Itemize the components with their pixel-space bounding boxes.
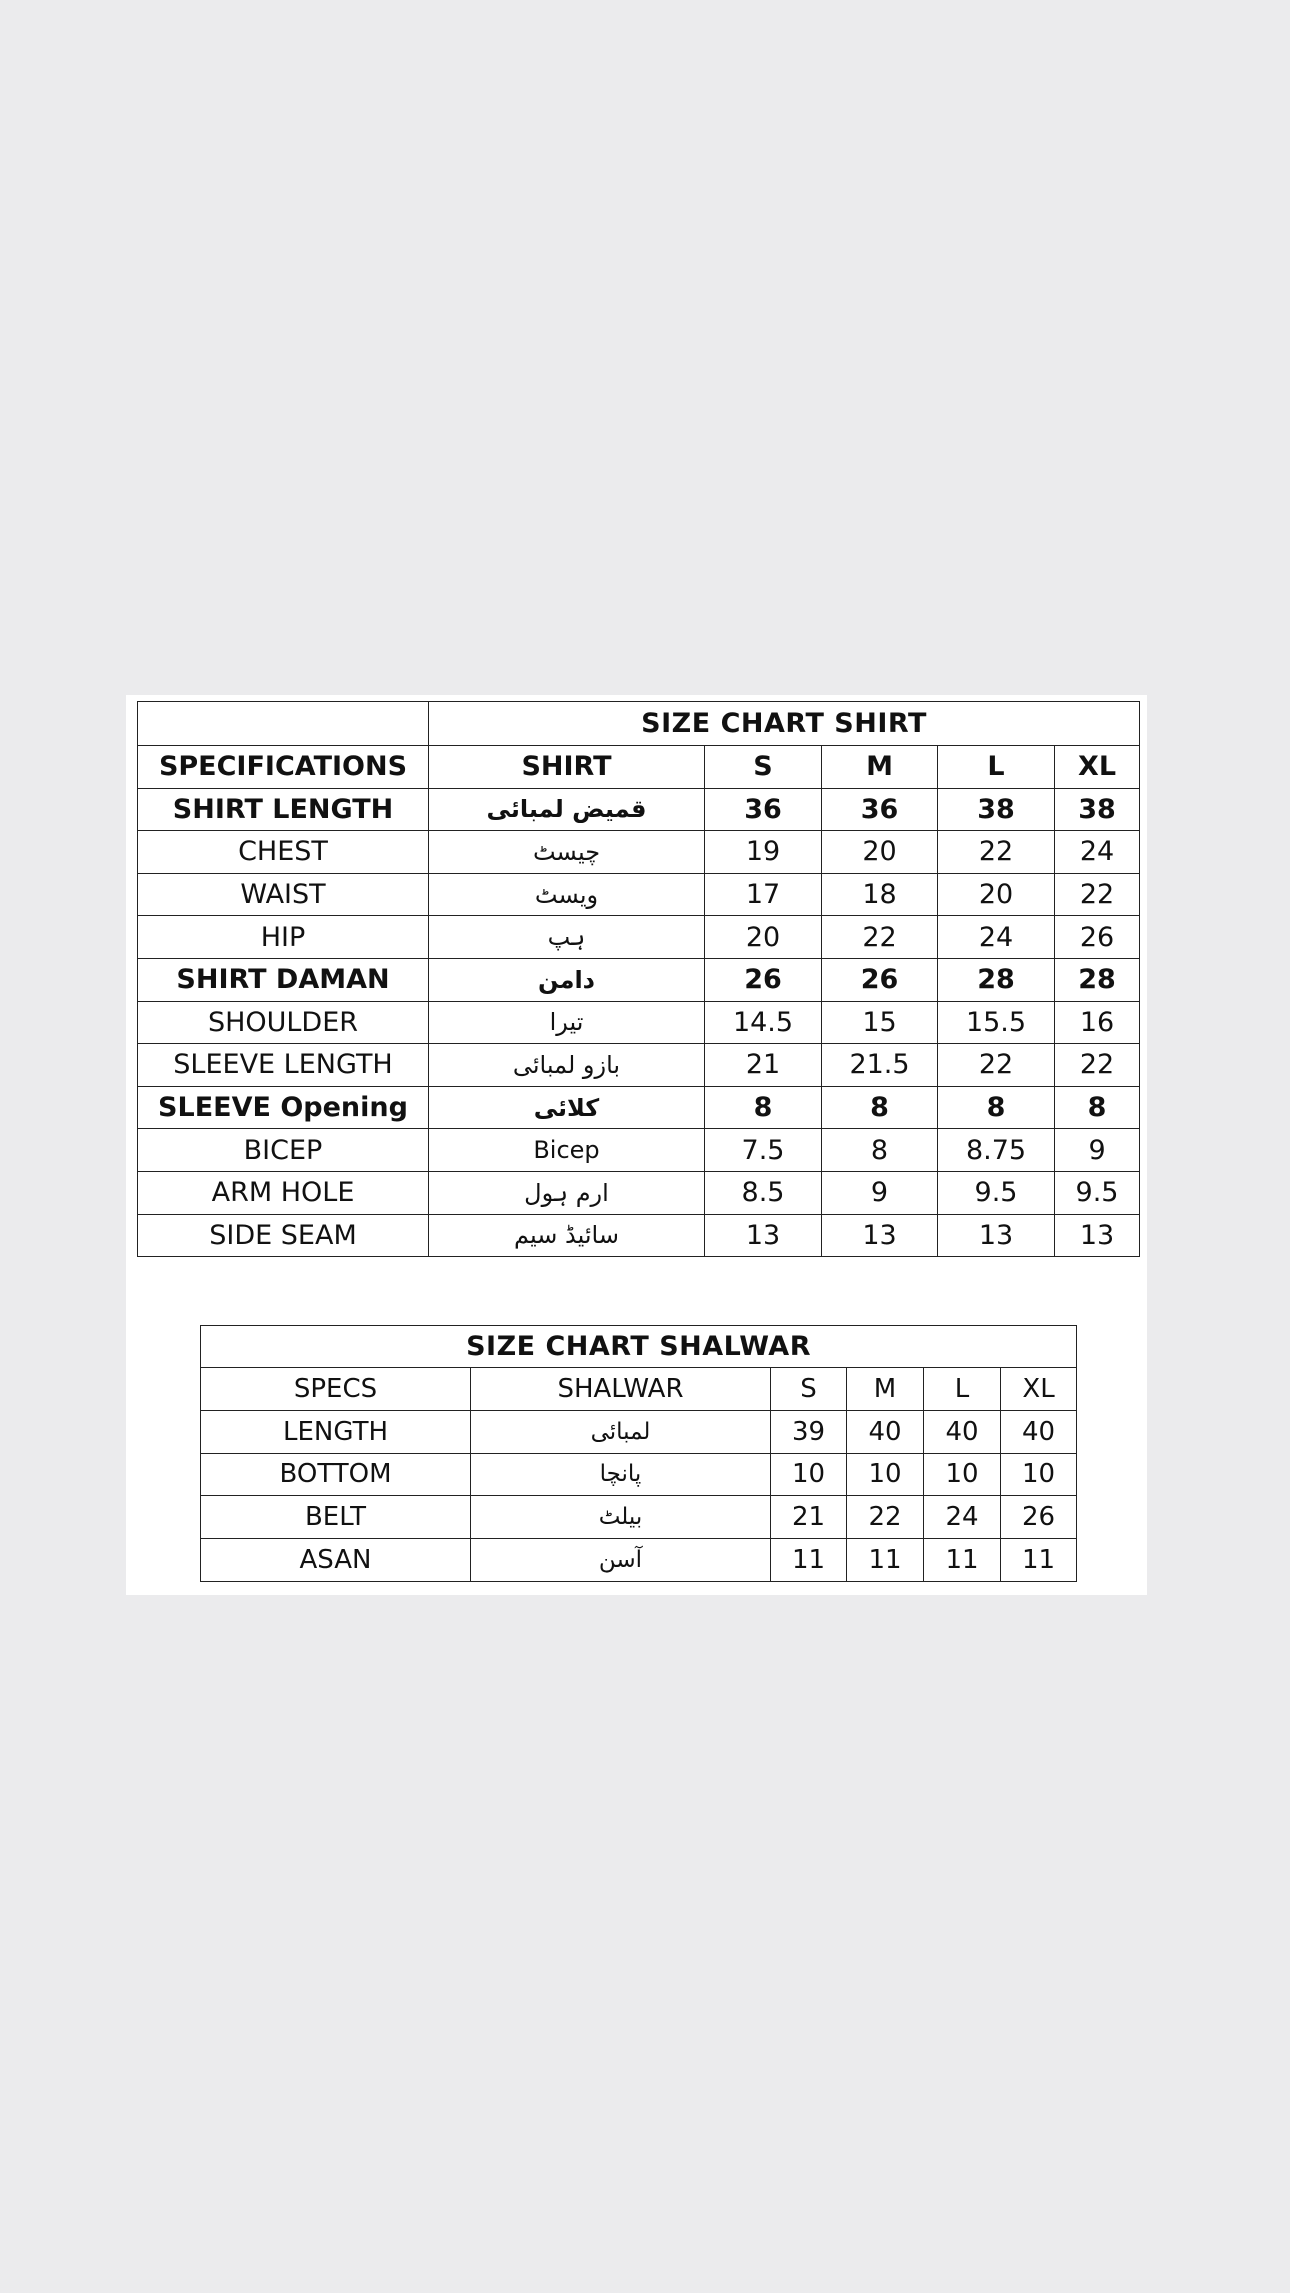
size-s-cell: 19 (705, 831, 822, 874)
urdu-cell: دامن (429, 958, 705, 1001)
size-xl-cell: 11 (1001, 1539, 1077, 1582)
spec-cell: CHEST (138, 831, 429, 874)
size-m-cell: 11 (847, 1539, 924, 1582)
size-m-cell: 8 (822, 1129, 938, 1172)
size-l-cell: 9.5 (938, 1171, 1055, 1214)
size-m-cell: 18 (822, 873, 938, 916)
size-chart-sheet (126, 695, 1147, 1595)
shirt-title-row (138, 702, 1140, 746)
shirt-header-row (138, 746, 1140, 789)
shalwar-header-row (201, 1368, 1077, 1411)
table-row (138, 788, 1140, 831)
size-xl-cell: 9 (1055, 1129, 1140, 1172)
size-xl-cell: 38 (1055, 788, 1140, 831)
header-cell: SHALWAR (471, 1368, 771, 1411)
header-cell: SPECS (201, 1368, 471, 1411)
spec-cell: BOTTOM (201, 1453, 471, 1496)
size-xl-cell: 26 (1055, 916, 1140, 959)
spec-cell: BICEP (138, 1129, 429, 1172)
size-s-cell: 8.5 (705, 1171, 822, 1214)
urdu-cell: لمبائی (471, 1410, 771, 1453)
spec-cell: HIP (138, 916, 429, 959)
size-s-cell: 21 (771, 1496, 847, 1539)
size-l-cell: 24 (924, 1496, 1001, 1539)
size-l-cell: 28 (938, 958, 1055, 1001)
shalwar-size-table (200, 1325, 1077, 1582)
urdu-cell: قمیض لمبائی (429, 788, 705, 831)
size-xl-cell: 28 (1055, 958, 1140, 1001)
size-s-cell: 17 (705, 873, 822, 916)
urdu-cell: ویسٹ (429, 873, 705, 916)
table-row (201, 1539, 1077, 1582)
header-cell: S (705, 746, 822, 789)
spec-cell: SIDE SEAM (138, 1214, 429, 1257)
table-row (138, 1171, 1140, 1214)
spec-cell: WAIST (138, 873, 429, 916)
size-xl-cell: 40 (1001, 1410, 1077, 1453)
size-m-cell: 36 (822, 788, 938, 831)
urdu-cell: ہپ (429, 916, 705, 959)
size-xl-cell: 9.5 (1055, 1171, 1140, 1214)
header-cell: XL (1055, 746, 1140, 789)
size-s-cell: 13 (705, 1214, 822, 1257)
table-row (138, 1044, 1140, 1087)
size-m-cell: 20 (822, 831, 938, 874)
urdu-cell: Bicep (429, 1129, 705, 1172)
table-row (201, 1496, 1077, 1539)
size-xl-cell: 8 (1055, 1086, 1140, 1129)
table-row (138, 1086, 1140, 1129)
size-l-cell: 24 (938, 916, 1055, 959)
header-cell: L (924, 1368, 1001, 1411)
spec-cell: LENGTH (201, 1410, 471, 1453)
table-row (138, 958, 1140, 1001)
urdu-cell: کلائی (429, 1086, 705, 1129)
urdu-cell: بیلٹ (471, 1496, 771, 1539)
size-xl-cell: 10 (1001, 1453, 1077, 1496)
spec-cell: ASAN (201, 1539, 471, 1582)
size-s-cell: 21 (705, 1044, 822, 1087)
urdu-cell: سائیڈ سیم (429, 1214, 705, 1257)
size-s-cell: 7.5 (705, 1129, 822, 1172)
size-xl-cell: 16 (1055, 1001, 1140, 1044)
spec-cell: ARM HOLE (138, 1171, 429, 1214)
size-l-cell: 40 (924, 1410, 1001, 1453)
header-cell: S (771, 1368, 847, 1411)
shalwar-title-row (201, 1326, 1077, 1368)
table-row (138, 831, 1140, 874)
size-m-cell: 8 (822, 1086, 938, 1129)
table-row (201, 1453, 1077, 1496)
size-l-cell: 15.5 (938, 1001, 1055, 1044)
header-cell: SPECIFICATIONS (138, 746, 429, 789)
size-l-cell: 8 (938, 1086, 1055, 1129)
urdu-cell: بازو لمبائی (429, 1044, 705, 1087)
size-l-cell: 22 (938, 1044, 1055, 1087)
spec-cell: SLEEVE LENGTH (138, 1044, 429, 1087)
table-row (138, 1001, 1140, 1044)
size-l-cell: 13 (938, 1214, 1055, 1257)
spec-cell: SHIRT LENGTH (138, 788, 429, 831)
size-m-cell: 13 (822, 1214, 938, 1257)
size-m-cell: 15 (822, 1001, 938, 1044)
size-l-cell: 22 (938, 831, 1055, 874)
header-cell: SHIRT (429, 746, 705, 789)
size-s-cell: 14.5 (705, 1001, 822, 1044)
size-xl-cell: 22 (1055, 873, 1140, 916)
size-m-cell: 9 (822, 1171, 938, 1214)
table-row (138, 1214, 1140, 1257)
spec-cell: SHIRT DAMAN (138, 958, 429, 1001)
header-cell: L (938, 746, 1055, 789)
size-s-cell: 36 (705, 788, 822, 831)
table-row (138, 873, 1140, 916)
size-xl-cell: 26 (1001, 1496, 1077, 1539)
size-l-cell: 20 (938, 873, 1055, 916)
size-l-cell: 10 (924, 1453, 1001, 1496)
size-xl-cell: 13 (1055, 1214, 1140, 1257)
blank-cell (138, 702, 429, 746)
size-l-cell: 11 (924, 1539, 1001, 1582)
header-cell: M (822, 746, 938, 789)
header-cell: M (847, 1368, 924, 1411)
urdu-cell: تیرا (429, 1001, 705, 1044)
urdu-cell: پانچا (471, 1453, 771, 1496)
size-s-cell: 10 (771, 1453, 847, 1496)
spec-cell: BELT (201, 1496, 471, 1539)
size-m-cell: 40 (847, 1410, 924, 1453)
size-s-cell: 39 (771, 1410, 847, 1453)
urdu-cell: آسن (471, 1539, 771, 1582)
size-m-cell: 22 (822, 916, 938, 959)
spec-cell: SLEEVE Opening (138, 1086, 429, 1129)
size-m-cell: 21.5 (822, 1044, 938, 1087)
size-m-cell: 10 (847, 1453, 924, 1496)
shirt-size-table (137, 701, 1140, 1257)
size-l-cell: 38 (938, 788, 1055, 831)
table-row (201, 1410, 1077, 1453)
spec-cell: SHOULDER (138, 1001, 429, 1044)
size-s-cell: 26 (705, 958, 822, 1001)
urdu-cell: ارم ہول (429, 1171, 705, 1214)
table-row (138, 916, 1140, 959)
size-l-cell: 8.75 (938, 1129, 1055, 1172)
size-xl-cell: 22 (1055, 1044, 1140, 1087)
urdu-cell: چیسٹ (429, 831, 705, 874)
shirt-chart-title: SIZE CHART SHIRT (429, 702, 1140, 746)
size-m-cell: 26 (822, 958, 938, 1001)
size-xl-cell: 24 (1055, 831, 1140, 874)
size-s-cell: 20 (705, 916, 822, 959)
size-m-cell: 22 (847, 1496, 924, 1539)
size-s-cell: 11 (771, 1539, 847, 1582)
size-s-cell: 8 (705, 1086, 822, 1129)
shalwar-chart-title: SIZE CHART SHALWAR (201, 1326, 1077, 1368)
table-row (138, 1129, 1140, 1172)
header-cell: XL (1001, 1368, 1077, 1411)
